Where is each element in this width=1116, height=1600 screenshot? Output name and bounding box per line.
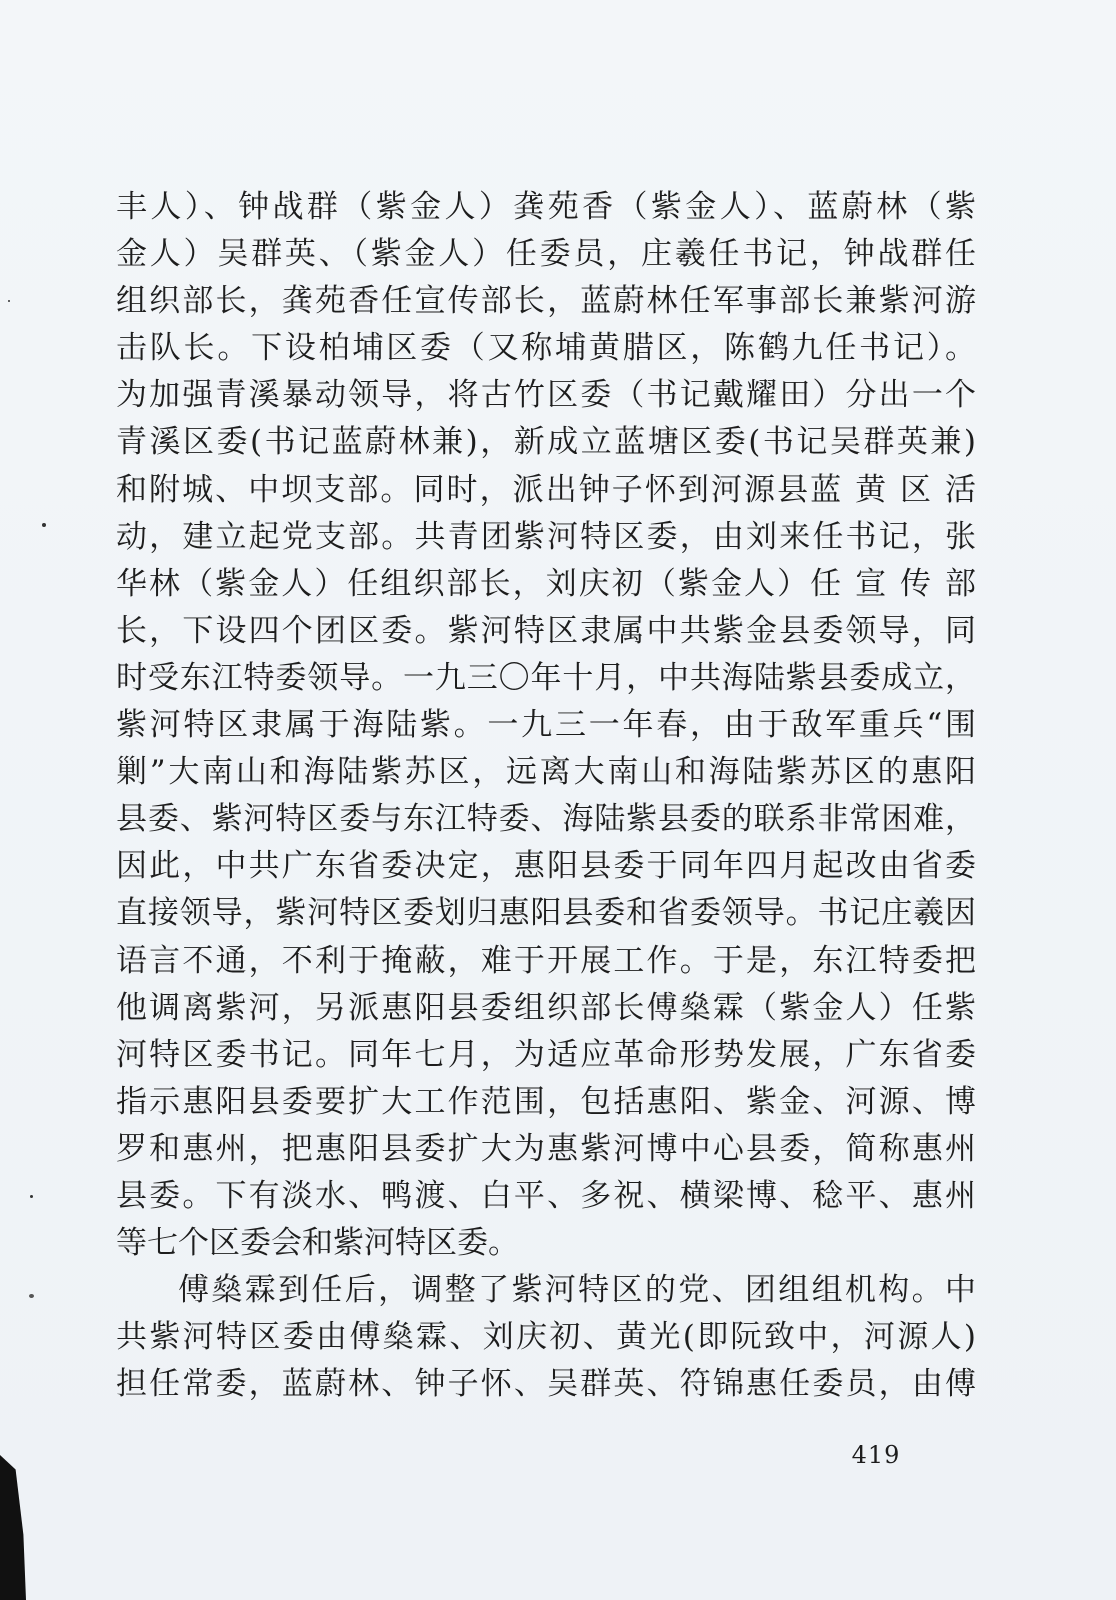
text-line: 和附城、中坝支部。同时，派出钟子怀到河源县蓝 黄 区 活 <box>116 471 976 508</box>
text-line: 指示惠阳县委要扩大工作范围，包括惠阳、紫金、河源、博 <box>116 1083 976 1120</box>
scan-speck <box>8 300 10 302</box>
text-line: 剿”大南山和海陆紫苏区，远离大南山和海陆紫苏区的惠阳 <box>116 754 976 791</box>
text-line: 县委、紫河特区委与东江特委、海陆紫县委的联系非常困难， <box>116 801 976 838</box>
text-line: 长，下设四个团区委。紫河特区隶属中共紫金县委领导，同 <box>116 612 976 649</box>
page-number: 419 <box>851 1441 901 1469</box>
text-line: 直接领导，紫河特区委划归惠阳县委和省委领导。书记庄羲因 <box>116 895 976 932</box>
text-line: 罗和惠州，把惠阳县委扩大为惠紫河博中心县委，简称惠州 <box>116 1130 976 1167</box>
text-line: 丰人）、钟战群（紫金人）龚苑香（紫金人）、蓝蔚林（紫 <box>116 189 976 225</box>
scan-speck <box>42 523 46 527</box>
text-line: 华林（紫金人）任组织部长，刘庆初（紫金人）任 宣 传 部 <box>116 565 976 602</box>
paragraph-start-line: 傅燊霖到任后，调整了紫河特区的党、团组组机构。中 <box>178 1272 976 1309</box>
text-line: 青溪区委(书记蓝蔚林兼)，新成立蓝塘区委(书记吴群英兼) <box>116 424 976 461</box>
text-line: 为加强青溪暴动领导，将古竹区委（书记戴耀田）分出一个 <box>116 377 976 414</box>
text-line: 动，建立起党支部。共青团紫河特区委，由刘来任书记，张 <box>116 518 976 555</box>
text-line: 语言不通，不利于掩蔽，难于开展工作。于是，东江特委把 <box>116 942 976 979</box>
text-line: 击队长。下设柏埔区委（又称埔黄腊区，陈鹤九任书记）。 <box>116 330 976 367</box>
text-line: 共紫河特区委由傅燊霖、刘庆初、黄光(即阮致中，河源人) <box>116 1319 976 1356</box>
text-line: 金人）吴群英、（紫金人）任委员，庄羲任书记，钟战群任 <box>116 236 976 273</box>
text-line: 紫河特区隶属于海陆紫。一九三一年春，由于敌军重兵“围 <box>116 707 976 744</box>
text-line: 担任常委，蓝蔚林、钟子怀、吴群英、符锦惠任委员，由傅 <box>116 1366 976 1403</box>
scan-speck <box>29 1294 34 1298</box>
text-line: 因此，中共广东省委决定，惠阳县委于同年四月起改由省委 <box>116 848 976 885</box>
body-text <box>116 184 976 1408</box>
scan-speck <box>30 1195 33 1198</box>
text-line: 组织部长，龚苑香任宣传部长，蓝蔚林任军事部长兼紫河游 <box>116 283 976 320</box>
text-line: 县委。下有淡水、鸭渡、白平、多祝、横梁博、稔平、惠州 <box>116 1177 976 1214</box>
text-line: 河特区委书记。同年七月，为适应革命形势发展，广东省委 <box>116 1036 976 1073</box>
paragraph-end-line: 等七个区委会和紫河特区委。 <box>116 1225 519 1262</box>
text-line: 时受东江特委领导。一九三〇年十月，中共海陆紫县委成立， <box>116 659 976 696</box>
scan-shadow-edge <box>0 1455 26 1600</box>
text-line: 他调离紫河，另派惠阳县委组织部长傅燊霖（紫金人）任紫 <box>116 989 976 1026</box>
